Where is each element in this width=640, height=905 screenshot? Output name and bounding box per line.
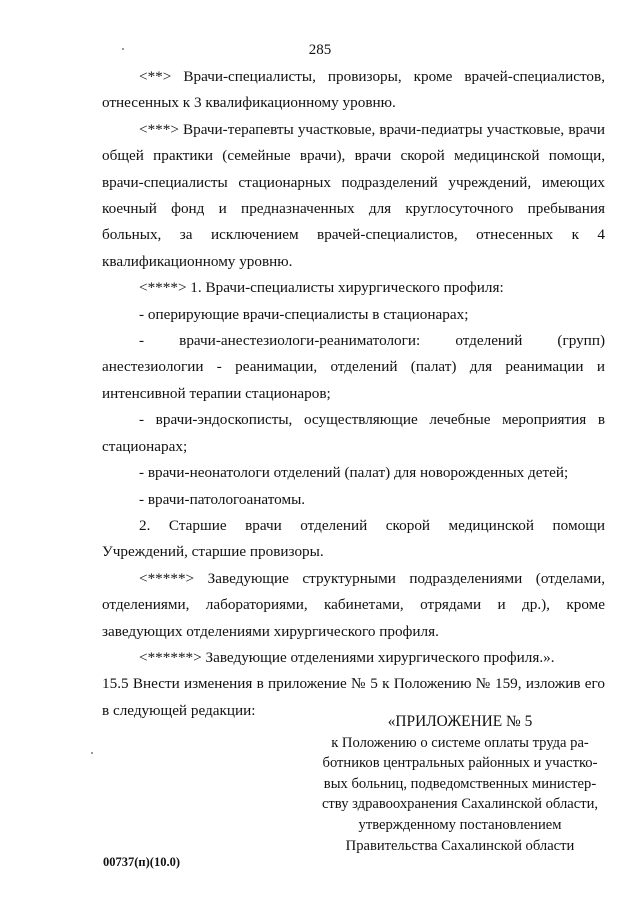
page-number: 285 [308, 42, 332, 58]
paragraph: <****> 1. Врачи-специалисты хирургического профиля: [139, 279, 504, 297]
paragraph: <*****> Заведующие структурными подразделениями (отделами, отделениями, лабораториями, кабинетами, отрядами и др.), кроме заведующих отделениями хирургического профиля. [102, 569, 605, 640]
list-item: - оперирующие врачи-специалисты в стационарах; [139, 305, 469, 323]
appendix-line: Правительства Сахалинской области [345, 837, 575, 854]
appendix-line: вых больниц, подведомственных министер- [323, 775, 597, 792]
scan-speck [91, 752, 93, 754]
appendix-line: ботников центральных районных и участко- [322, 755, 598, 772]
scan-speck [122, 48, 124, 50]
paragraph: 15.5 Внести изменения в приложение № 5 к Положению № 159, изложив его в следующей редакции: [102, 675, 605, 719]
body-text [102, 64, 605, 724]
appendix-title: «ПРИЛОЖЕНИЕ № 5 [387, 713, 533, 730]
appendix-heading [312, 712, 608, 856]
list-item: - врачи-эндоскописты, осуществляющие лечебные мероприятия в стационарах; [102, 411, 605, 455]
paragraph: <***> Врачи-терапевты участковые, врачи-педиатры участковые, врачи общей практики (семейные врачи), врачи скорой медицинской помощи, врачи-специалисты стационарных подразделений учреждений, имеющих коечный фонд и предназначенных для круглосуточного пребывания больных, за исключением врачей-специалистов, отнесенных к 4 квалификационному уровню. [102, 120, 605, 270]
paragraph: 2. Старшие врачи отделений скорой медицинской помощи Учреждений, старшие провизоры. [102, 516, 605, 561]
list-item: - врачи-патологоанатомы. [139, 490, 306, 508]
list-item: - врачи-анестезиологи-реаниматологи: отделений (групп) анестезиологии - реанимации, отделений (палат) для реанимации и интенсивной терапии стационаров; [102, 332, 605, 402]
paragraph: <******> Заведующие отделениями хирургического профиля.». [139, 648, 555, 666]
list-item: - врачи-неонатологи отделений (палат) для новорожденных детей; [139, 464, 569, 482]
paragraph: <**> Врачи-специалисты, провизоры, кроме врачей-специалистов, отнесенных к 3 квалификационному уровню. [102, 68, 605, 112]
appendix-line: ству здравоохранения Сахалинской области, [321, 796, 599, 813]
document-code: 00737(п)(10.0) [103, 855, 180, 869]
appendix-line: утвержденному постановлением [358, 816, 562, 833]
appendix-line: к Положению о системе оплаты труда ра- [331, 734, 589, 751]
